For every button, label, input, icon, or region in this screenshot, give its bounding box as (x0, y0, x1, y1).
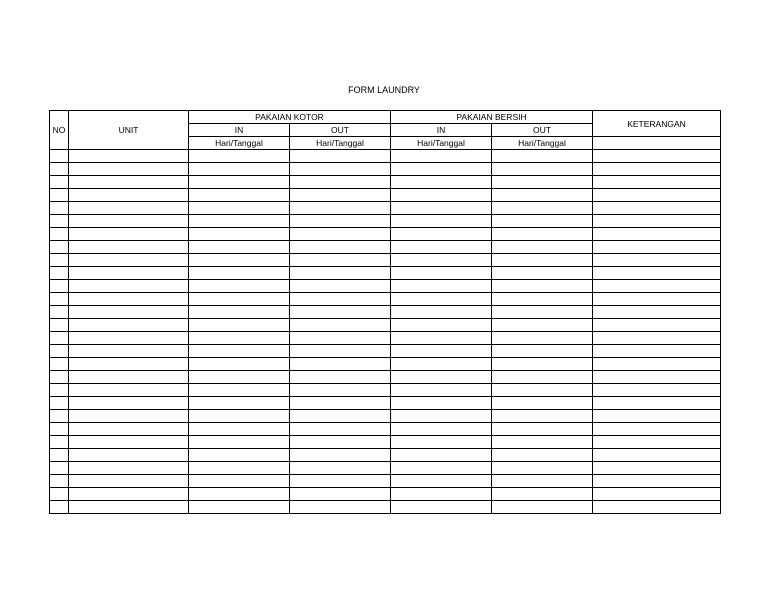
header-keterangan-blank (593, 137, 721, 150)
cell-kotor-in (189, 397, 290, 410)
cell-bersih-in (391, 202, 492, 215)
header-bersih-out: OUT (492, 124, 593, 137)
cell-kotor-in (189, 150, 290, 163)
table-row (50, 202, 721, 215)
cell-unit (69, 410, 189, 423)
cell-no (50, 228, 69, 241)
cell-bersih-out (492, 475, 593, 488)
table-row (50, 475, 721, 488)
cell-no (50, 410, 69, 423)
cell-kotor-out (290, 410, 391, 423)
table-row (50, 267, 721, 280)
cell-bersih-in (391, 241, 492, 254)
cell-kotor-out (290, 436, 391, 449)
cell-unit (69, 319, 189, 332)
cell-no (50, 306, 69, 319)
cell-unit (69, 163, 189, 176)
cell-bersih-in (391, 176, 492, 189)
cell-no (50, 345, 69, 358)
cell-kotor-out (290, 163, 391, 176)
cell-unit (69, 150, 189, 163)
header-bersih-in: IN (391, 124, 492, 137)
cell-kotor-out (290, 202, 391, 215)
cell-kotor-out (290, 332, 391, 345)
cell-bersih-out (492, 267, 593, 280)
cell-kotor-in (189, 332, 290, 345)
cell-kotor-out (290, 384, 391, 397)
cell-keterangan (593, 397, 721, 410)
cell-bersih-in (391, 215, 492, 228)
cell-kotor-out (290, 371, 391, 384)
cell-kotor-in (189, 254, 290, 267)
cell-bersih-in (391, 488, 492, 501)
cell-bersih-out (492, 293, 593, 306)
cell-kotor-out (290, 306, 391, 319)
cell-keterangan (593, 202, 721, 215)
cell-kotor-out (290, 319, 391, 332)
cell-no (50, 436, 69, 449)
header-bersih-in-date: Hari/Tanggal (391, 137, 492, 150)
cell-keterangan (593, 332, 721, 345)
cell-no (50, 488, 69, 501)
table-row (50, 332, 721, 345)
cell-bersih-in (391, 410, 492, 423)
cell-kotor-out (290, 280, 391, 293)
cell-kotor-in (189, 228, 290, 241)
cell-unit (69, 436, 189, 449)
cell-unit (69, 501, 189, 514)
cell-kotor-out (290, 397, 391, 410)
cell-keterangan (593, 449, 721, 462)
table-row (50, 345, 721, 358)
cell-unit (69, 215, 189, 228)
cell-no (50, 462, 69, 475)
cell-unit (69, 241, 189, 254)
cell-bersih-in (391, 449, 492, 462)
header-kotor-in-date: Hari/Tanggal (189, 137, 290, 150)
cell-keterangan (593, 410, 721, 423)
cell-bersih-in (391, 358, 492, 371)
cell-kotor-in (189, 189, 290, 202)
cell-bersih-in (391, 267, 492, 280)
cell-bersih-in (391, 163, 492, 176)
cell-unit (69, 254, 189, 267)
cell-no (50, 319, 69, 332)
table-row (50, 215, 721, 228)
cell-bersih-out (492, 319, 593, 332)
cell-bersih-out (492, 488, 593, 501)
cell-kotor-out (290, 150, 391, 163)
header-kotor-in: IN (189, 124, 290, 137)
cell-no (50, 358, 69, 371)
cell-bersih-out (492, 306, 593, 319)
table-row (50, 358, 721, 371)
cell-bersih-out (492, 449, 593, 462)
cell-unit (69, 293, 189, 306)
cell-kotor-in (189, 280, 290, 293)
cell-bersih-out (492, 410, 593, 423)
cell-keterangan (593, 306, 721, 319)
cell-keterangan (593, 371, 721, 384)
cell-keterangan (593, 501, 721, 514)
cell-bersih-in (391, 397, 492, 410)
cell-keterangan (593, 358, 721, 371)
cell-kotor-out (290, 501, 391, 514)
cell-kotor-out (290, 475, 391, 488)
table-row (50, 371, 721, 384)
cell-no (50, 332, 69, 345)
cell-kotor-out (290, 293, 391, 306)
table-body (50, 150, 721, 514)
cell-bersih-in (391, 306, 492, 319)
cell-no (50, 397, 69, 410)
cell-bersih-in (391, 345, 492, 358)
cell-unit (69, 345, 189, 358)
table-row (50, 501, 721, 514)
cell-keterangan (593, 280, 721, 293)
cell-unit (69, 267, 189, 280)
cell-bersih-in (391, 371, 492, 384)
laundry-table (49, 110, 721, 514)
cell-bersih-out (492, 189, 593, 202)
cell-no (50, 293, 69, 306)
cell-keterangan (593, 384, 721, 397)
cell-kotor-in (189, 176, 290, 189)
cell-kotor-out (290, 449, 391, 462)
header-kotor-out: OUT (290, 124, 391, 137)
cell-no (50, 501, 69, 514)
cell-unit (69, 397, 189, 410)
cell-bersih-out (492, 280, 593, 293)
cell-kotor-in (189, 423, 290, 436)
cell-kotor-in (189, 306, 290, 319)
cell-kotor-out (290, 267, 391, 280)
cell-unit (69, 332, 189, 345)
cell-no (50, 241, 69, 254)
table-row (50, 241, 721, 254)
cell-unit (69, 306, 189, 319)
cell-no (50, 202, 69, 215)
cell-no (50, 254, 69, 267)
cell-bersih-in (391, 332, 492, 345)
cell-no (50, 176, 69, 189)
cell-keterangan (593, 228, 721, 241)
cell-kotor-in (189, 267, 290, 280)
cell-keterangan (593, 345, 721, 358)
cell-kotor-in (189, 436, 290, 449)
cell-bersih-out (492, 423, 593, 436)
cell-bersih-out (492, 384, 593, 397)
cell-keterangan (593, 189, 721, 202)
cell-bersih-out (492, 345, 593, 358)
cell-unit (69, 462, 189, 475)
cell-bersih-in (391, 501, 492, 514)
table-row (50, 449, 721, 462)
cell-unit (69, 423, 189, 436)
form-title: FORM LAUNDRY (348, 85, 420, 95)
cell-kotor-out (290, 176, 391, 189)
header-no: NO (50, 111, 69, 150)
cell-unit (69, 371, 189, 384)
cell-kotor-in (189, 410, 290, 423)
table-row (50, 293, 721, 306)
cell-no (50, 423, 69, 436)
cell-keterangan (593, 150, 721, 163)
table-row (50, 176, 721, 189)
cell-bersih-out (492, 150, 593, 163)
cell-unit (69, 189, 189, 202)
table-row (50, 384, 721, 397)
cell-bersih-out (492, 397, 593, 410)
header-kotor-out-date: Hari/Tanggal (290, 137, 391, 150)
header-keterangan: KETERANGAN (593, 111, 721, 137)
cell-keterangan (593, 176, 721, 189)
cell-bersih-in (391, 293, 492, 306)
cell-keterangan (593, 254, 721, 267)
cell-kotor-out (290, 358, 391, 371)
cell-bersih-out (492, 462, 593, 475)
header-pakaian-bersih: PAKAIAN BERSIH (391, 111, 593, 124)
cell-bersih-in (391, 189, 492, 202)
cell-keterangan (593, 163, 721, 176)
cell-bersih-out (492, 254, 593, 267)
header-unit: UNIT (69, 111, 189, 150)
table-row (50, 280, 721, 293)
cell-unit (69, 475, 189, 488)
cell-kotor-in (189, 345, 290, 358)
cell-keterangan (593, 436, 721, 449)
cell-bersih-out (492, 332, 593, 345)
cell-kotor-in (189, 202, 290, 215)
cell-bersih-in (391, 423, 492, 436)
table-row (50, 462, 721, 475)
cell-kotor-in (189, 501, 290, 514)
cell-keterangan (593, 462, 721, 475)
cell-kotor-in (189, 293, 290, 306)
table-row (50, 228, 721, 241)
cell-kotor-out (290, 228, 391, 241)
cell-bersih-in (391, 462, 492, 475)
cell-no (50, 163, 69, 176)
cell-bersih-out (492, 436, 593, 449)
table-row (50, 410, 721, 423)
cell-bersih-out (492, 202, 593, 215)
cell-no (50, 384, 69, 397)
table-row (50, 488, 721, 501)
table-row (50, 254, 721, 267)
cell-bersih-in (391, 319, 492, 332)
cell-unit (69, 384, 189, 397)
cell-kotor-out (290, 423, 391, 436)
header-bersih-out-date: Hari/Tanggal (492, 137, 593, 150)
cell-unit (69, 280, 189, 293)
cell-kotor-in (189, 384, 290, 397)
cell-kotor-in (189, 371, 290, 384)
cell-bersih-out (492, 176, 593, 189)
table-header (50, 111, 721, 150)
cell-keterangan (593, 293, 721, 306)
cell-bersih-out (492, 358, 593, 371)
cell-no (50, 215, 69, 228)
cell-kotor-in (189, 488, 290, 501)
cell-kotor-in (189, 449, 290, 462)
cell-keterangan (593, 319, 721, 332)
cell-keterangan (593, 215, 721, 228)
cell-unit (69, 358, 189, 371)
cell-kotor-out (290, 488, 391, 501)
cell-bersih-in (391, 150, 492, 163)
cell-no (50, 475, 69, 488)
cell-bersih-in (391, 384, 492, 397)
table-row (50, 319, 721, 332)
cell-unit (69, 228, 189, 241)
cell-bersih-in (391, 436, 492, 449)
cell-bersih-out (492, 501, 593, 514)
cell-kotor-out (290, 345, 391, 358)
table-row (50, 397, 721, 410)
table-row (50, 436, 721, 449)
cell-kotor-in (189, 215, 290, 228)
table-row (50, 163, 721, 176)
cell-kotor-in (189, 358, 290, 371)
cell-kotor-in (189, 319, 290, 332)
cell-bersih-out (492, 371, 593, 384)
cell-keterangan (593, 475, 721, 488)
cell-unit (69, 202, 189, 215)
cell-bersih-in (391, 280, 492, 293)
cell-kotor-out (290, 254, 391, 267)
cell-bersih-out (492, 241, 593, 254)
cell-no (50, 267, 69, 280)
cell-no (50, 449, 69, 462)
cell-bersih-out (492, 228, 593, 241)
cell-kotor-in (189, 462, 290, 475)
cell-no (50, 150, 69, 163)
table-row (50, 306, 721, 319)
cell-unit (69, 176, 189, 189)
cell-keterangan (593, 267, 721, 280)
cell-bersih-in (391, 475, 492, 488)
header-pakaian-kotor: PAKAIAN KOTOR (189, 111, 391, 124)
cell-kotor-in (189, 475, 290, 488)
cell-kotor-out (290, 241, 391, 254)
cell-no (50, 371, 69, 384)
table-row (50, 423, 721, 436)
table-row (50, 189, 721, 202)
cell-kotor-out (290, 215, 391, 228)
cell-kotor-in (189, 163, 290, 176)
cell-kotor-out (290, 462, 391, 475)
cell-bersih-in (391, 254, 492, 267)
cell-unit (69, 449, 189, 462)
cell-unit (69, 488, 189, 501)
cell-bersih-out (492, 163, 593, 176)
cell-bersih-out (492, 215, 593, 228)
table-row (50, 150, 721, 163)
cell-no (50, 189, 69, 202)
cell-kotor-out (290, 189, 391, 202)
cell-keterangan (593, 423, 721, 436)
cell-no (50, 280, 69, 293)
cell-kotor-in (189, 241, 290, 254)
cell-bersih-in (391, 228, 492, 241)
cell-keterangan (593, 241, 721, 254)
cell-keterangan (593, 488, 721, 501)
